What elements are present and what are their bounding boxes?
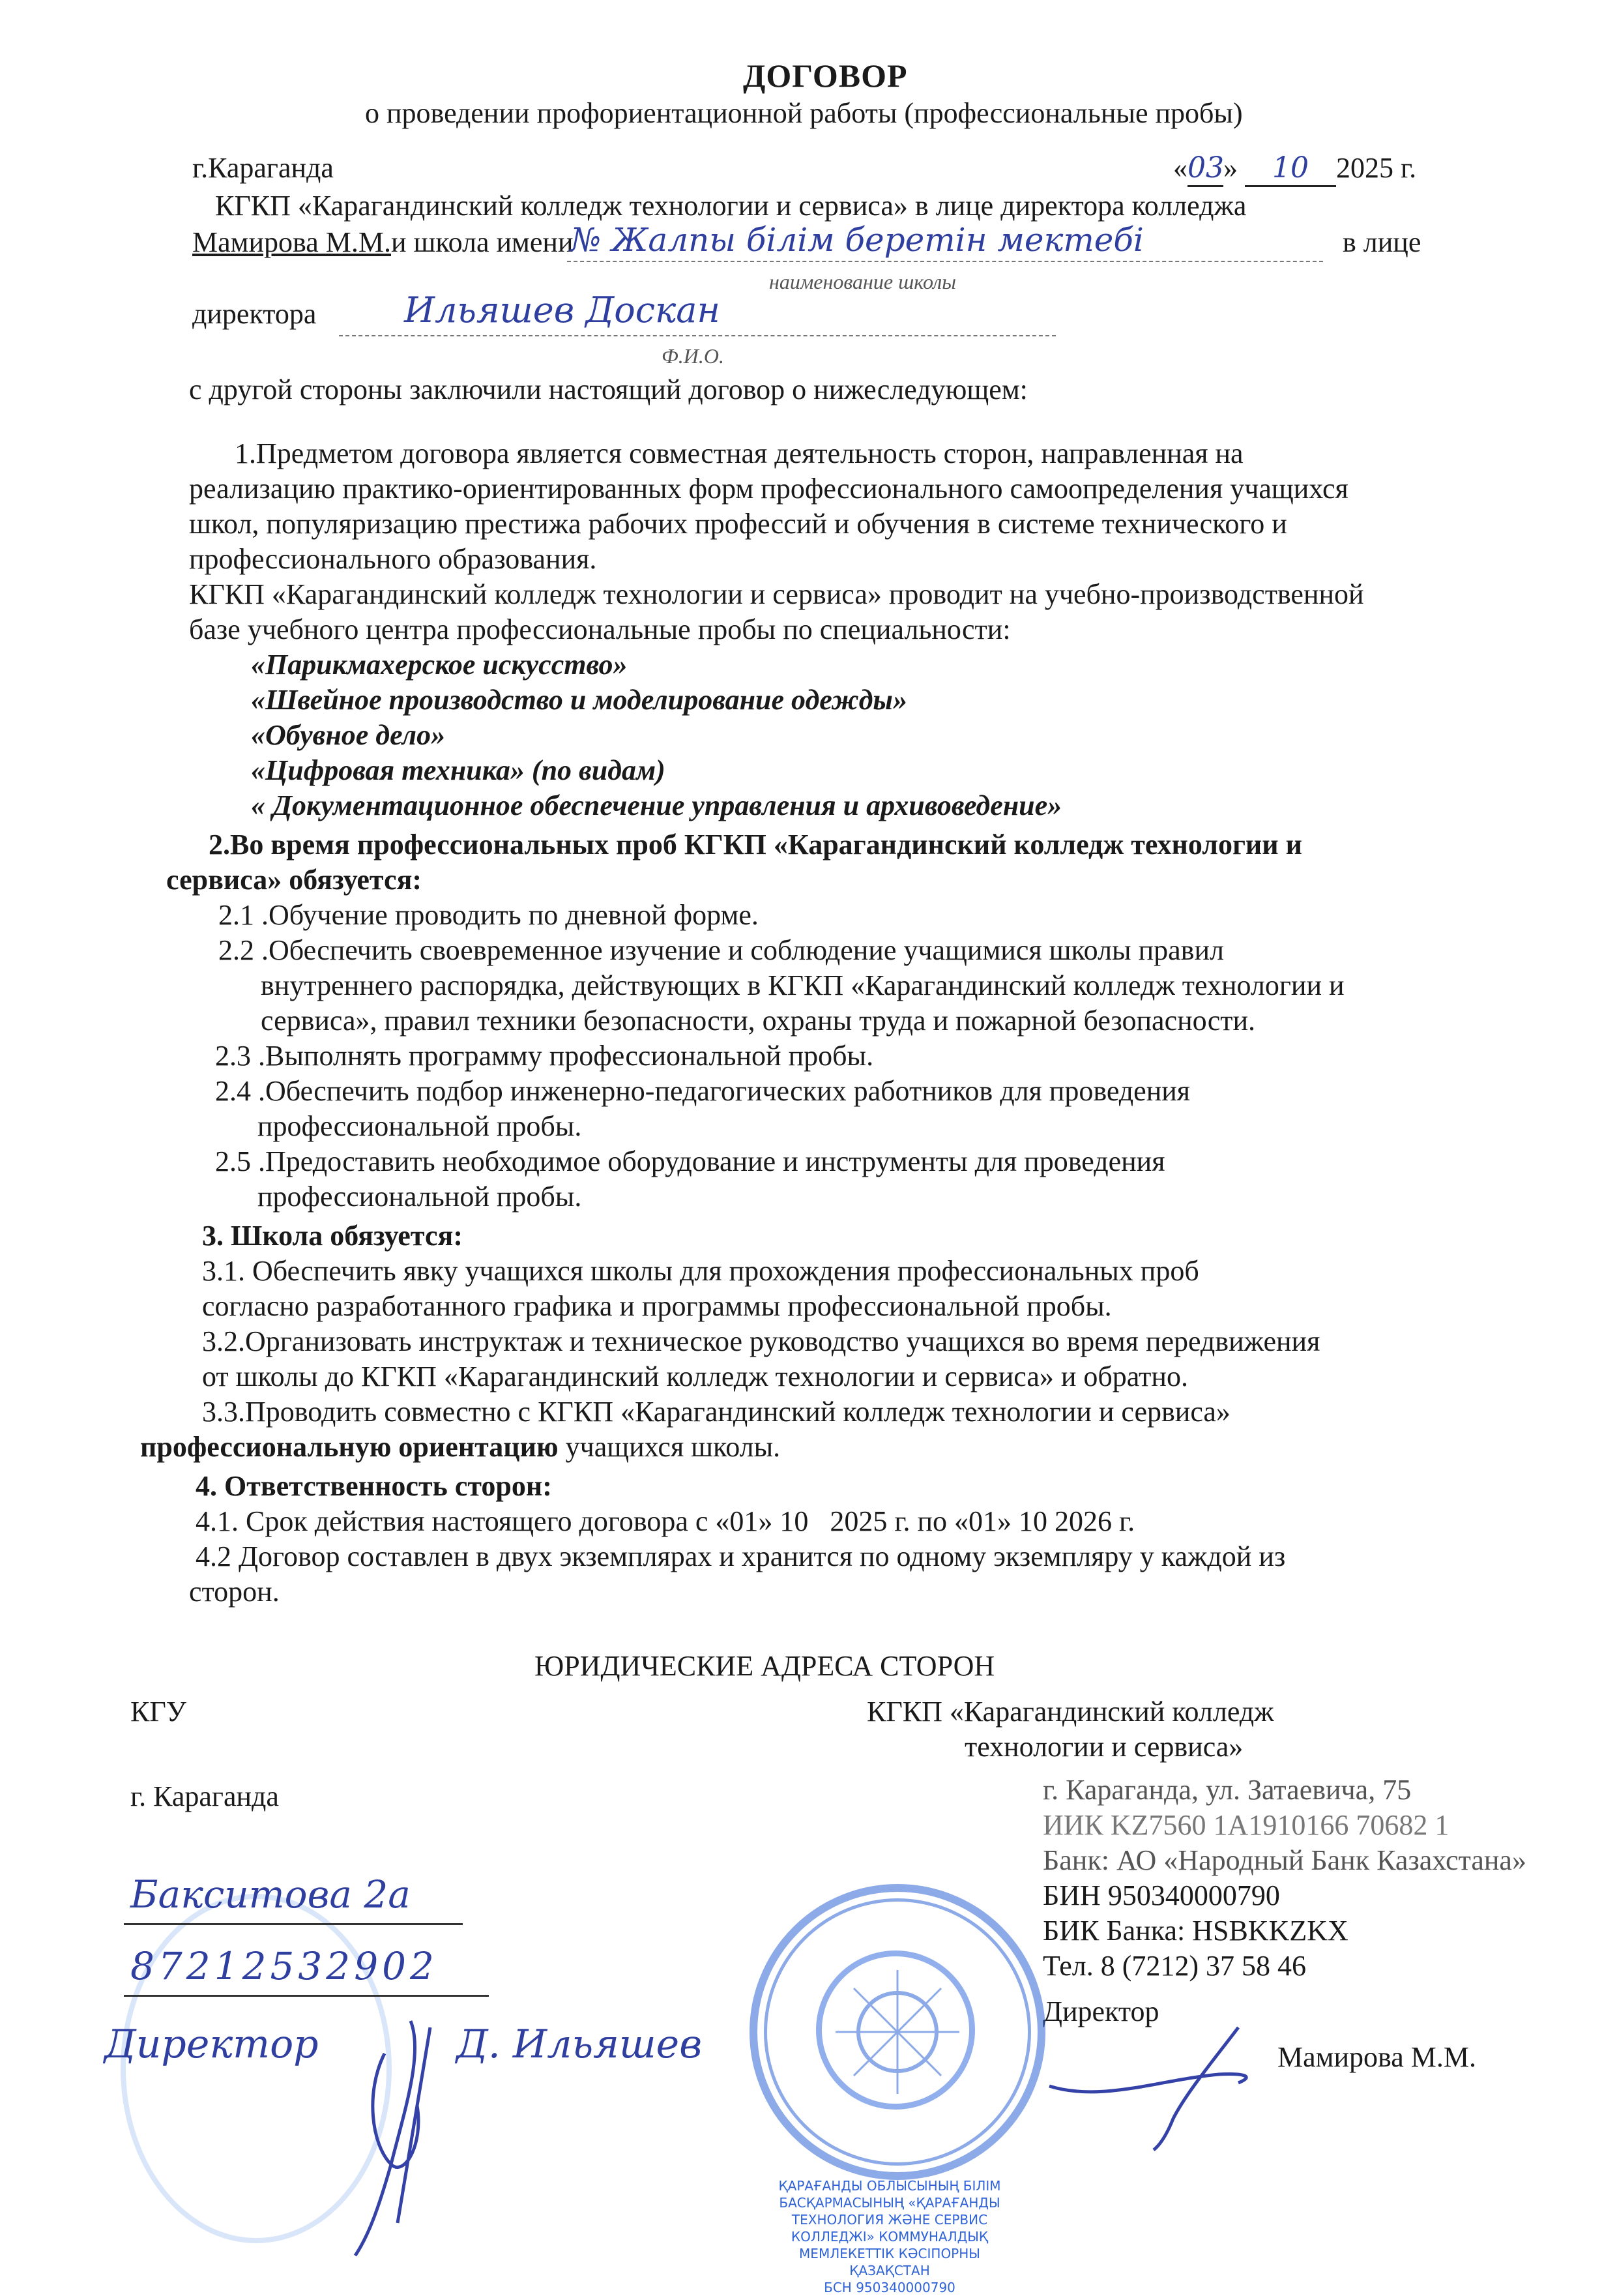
section2-item-2-5-line1 bbox=[215, 1145, 1165, 1179]
college-stamp bbox=[750, 1884, 1045, 2180]
right-party-address: г. Караганда, ул. Затаевича, 75 bbox=[1043, 1774, 1412, 1806]
stamp-ring-text bbox=[757, 1892, 1038, 2172]
college-director-name: Мамирова М.М. bbox=[192, 226, 392, 258]
section3-item1-line1: 3.1. Обеспечить явку учащихся школы для прохождения профессиональных проб bbox=[202, 1255, 1199, 1287]
section4-item2-line2: сторон. bbox=[189, 1576, 280, 1608]
specialty-item: «Швейное производство и моделирование одежды» bbox=[251, 684, 907, 716]
stamp-text-block bbox=[750, 2177, 1030, 2296]
section4-heading: 4. Ответственность сторон: bbox=[196, 1470, 552, 1502]
item-text: Предоставить необходимое оборудование и инструменты для проведения bbox=[265, 1145, 1165, 1177]
item-text: Обучение проводить по дневной форме. bbox=[269, 899, 759, 931]
city-line: г.Караганда bbox=[192, 152, 334, 184]
stamp-center-text: ҚАЗАҚСТАН bbox=[849, 2263, 930, 2278]
right-party-bank: Банк: АО «Народный Банк Казахстана» bbox=[1043, 1844, 1526, 1876]
document-title: ДОГОВОР bbox=[743, 57, 908, 94]
section3-item1-line2: согласно разработанного графика и программы профессиональной пробы. bbox=[202, 1290, 1112, 1322]
section2-item-2-2-line2: внутреннего распорядка, действующих в КГКП «Карагандинский колледж технологии и bbox=[261, 969, 1345, 1001]
section1-line4: профессионального образования. bbox=[189, 543, 597, 575]
item-text: Обеспечить своевременное изучение и соблюдение учащимися школы правил bbox=[269, 934, 1224, 966]
right-party-org-line1: КГКП «Карагандинский колледж bbox=[867, 1696, 1274, 1728]
section4-item2-line1: 4.2 Договор составлен в двух экземплярах и хранится по одному экземпляру у каждой из bbox=[196, 1540, 1286, 1572]
section4-item1: 4.1. Срок действия настоящего договора с «01» 10 2025 г. по «01» 10 2026 г. bbox=[196, 1505, 1135, 1537]
school-name-underline bbox=[567, 261, 1323, 262]
stamp-bin-text: БСН 950340000790 bbox=[824, 2280, 955, 2295]
section1-line2: реализацию практико-ориентированных форм профессионального самоопределения учащихся bbox=[189, 473, 1348, 505]
section2-item-2-1 bbox=[218, 898, 759, 932]
right-party-director-name: Мамирова М.М. bbox=[1277, 2041, 1477, 2073]
party1-lead: КГКП «Карагандинский колледж технологии и сервиса» в лице директора колледжа bbox=[215, 190, 1247, 222]
item-text: Обеспечить подбор инженерно-педагогических работников для проведения bbox=[265, 1075, 1191, 1107]
section2-item-2-2-line3: сервиса», правил техники безопасности, охраны труда и пожарной безопасности. bbox=[261, 1005, 1256, 1037]
specialty-item: «Цифровая техника» (по видам) bbox=[251, 754, 665, 786]
section3-heading: 3. Школа обязуется: bbox=[202, 1220, 463, 1252]
left-director-handwritten: Директор bbox=[104, 2022, 319, 2067]
date-year: 2025 г. bbox=[1336, 152, 1417, 184]
left-signer-handwritten: Д. Ильяшев bbox=[456, 2022, 703, 2067]
specialty-item: «Парикмахерское искусство» bbox=[251, 649, 628, 681]
section2-heading-line2: сервиса» обязуется: bbox=[166, 864, 422, 896]
left-phone-handwritten: 87212532902 bbox=[130, 1944, 438, 1988]
and-school-label: и школа имени bbox=[391, 226, 574, 258]
addresses-heading: ЮРИДИЧЕСКИЕ АДРЕСА СТОРОН bbox=[534, 1650, 995, 1682]
section3-item3-line2 bbox=[140, 1430, 780, 1464]
left-address-underline bbox=[124, 1923, 463, 1925]
left-party-org: КГУ bbox=[130, 1696, 186, 1728]
right-party-org-line2: технологии и сервиса» bbox=[965, 1731, 1244, 1763]
bold-phrase: профессиональную ориентацию bbox=[140, 1431, 559, 1463]
right-party-bik: БИК Банка: HSBKKZKX bbox=[1043, 1915, 1348, 1947]
section2-item-2-4-line2: профессиональной пробы. bbox=[257, 1110, 582, 1142]
section3-item3-line1: 3.3.Проводить совместно с КГКП «Карагандинский колледж технологии и сервиса» bbox=[202, 1396, 1231, 1428]
right-party-director-label: Директор bbox=[1043, 1995, 1159, 2027]
date-month: 10 bbox=[1245, 151, 1336, 187]
item-text: учащихся школы. bbox=[558, 1431, 781, 1463]
specialty-item: « Документационное обеспечение управления и архивоведение» bbox=[251, 789, 1062, 821]
date-day: 03 bbox=[1187, 151, 1223, 187]
section1-line1: 1.Предметом договора является совместная деятельность сторон, направленная на bbox=[235, 437, 1244, 469]
section1-line5: КГКП «Карагандинский колледж технологии и сервиса» проводит на учебно-производственной bbox=[189, 578, 1364, 610]
date-close-quote: » bbox=[1223, 152, 1238, 184]
section2-item-2-2-line1 bbox=[218, 934, 1224, 967]
section3-item2-line1: 3.2.Организовать инструктаж и техническое руководство учащихся во время передвижения bbox=[202, 1325, 1320, 1357]
section2-item-2-4-line1 bbox=[215, 1074, 1190, 1108]
stamp-outer-text: ҚАРАҒАНДЫ ОБЛЫСЫНЫҢ БІЛІМ БАСҚАРМАСЫНЫҢ «ҚАРАҒАНДЫ ТЕХНОЛОГИЯ ЖӘНЕ СЕРВИС КОЛЛЕДЖІ» КОММУНАЛДЫҚ МЕМЛЕКЕТТІК КӘСІПОРНЫ bbox=[778, 2178, 1001, 2261]
document-subtitle: о проведении профориентационной работы (профессиональные пробы) bbox=[365, 97, 1243, 129]
stamp-rays-icon bbox=[836, 1970, 959, 2094]
item-number: 2.2 . bbox=[218, 934, 269, 966]
section2-item-2-3 bbox=[215, 1039, 873, 1073]
school-director-handwritten: Ильяшев Доскан bbox=[404, 289, 720, 331]
section3-item2-line2: от школы до КГКП «Карагандинский колледж технологии и сервиса» и обратно. bbox=[202, 1361, 1188, 1392]
section2-item-2-5-line2: профессиональной пробы. bbox=[257, 1181, 582, 1213]
intro-closing: с другой стороны заключили настоящий договор о нижеследующем: bbox=[189, 374, 1028, 405]
school-name-handwritten: № Жалпы білім беретін мектебі bbox=[570, 221, 1144, 259]
item-number: 2.1 . bbox=[218, 899, 269, 931]
date-open-quote: « bbox=[1173, 152, 1187, 184]
section1-line3: школ, популяризацию престижа рабочих профессий и обучения в системе технического и bbox=[189, 508, 1287, 540]
item-number: 2.3 . bbox=[215, 1040, 265, 1072]
left-signature-scribble bbox=[332, 2014, 450, 2262]
item-number: 2.4 . bbox=[215, 1075, 265, 1107]
right-signature-scribble bbox=[1043, 2021, 1264, 2151]
director-name-underline bbox=[339, 335, 1056, 336]
section2-heading-line1: 2.Во время профессиональных проб КГКП «Карагандинский колледж технологии и bbox=[209, 829, 1302, 861]
left-phone-underline bbox=[124, 1995, 489, 1997]
director-label: директора bbox=[192, 298, 317, 330]
right-party-iik: ИИК KZ7560 1A1910166 70682 1 bbox=[1043, 1809, 1449, 1841]
contract-date bbox=[1173, 151, 1416, 187]
item-text: Выполнять программу профессиональной пробы. bbox=[265, 1040, 874, 1072]
left-address-handwritten: Бакситова 2а bbox=[130, 1872, 411, 1917]
item-number: 2.5 . bbox=[215, 1145, 265, 1177]
right-party-bin: БИН 950340000790 bbox=[1043, 1879, 1280, 1911]
right-party-phone: Тел. 8 (7212) 37 58 46 bbox=[1043, 1950, 1306, 1982]
left-party-city: г. Караганда bbox=[130, 1780, 279, 1812]
in-person-label: в лице bbox=[1343, 226, 1421, 258]
school-name-caption: наименование школы bbox=[769, 270, 956, 293]
section1-line6: базе учебного центра профессиональные пробы по специальности: bbox=[189, 613, 1011, 645]
fio-caption: Ф.И.О. bbox=[662, 344, 724, 368]
specialty-item: «Обувное дело» bbox=[251, 719, 446, 751]
